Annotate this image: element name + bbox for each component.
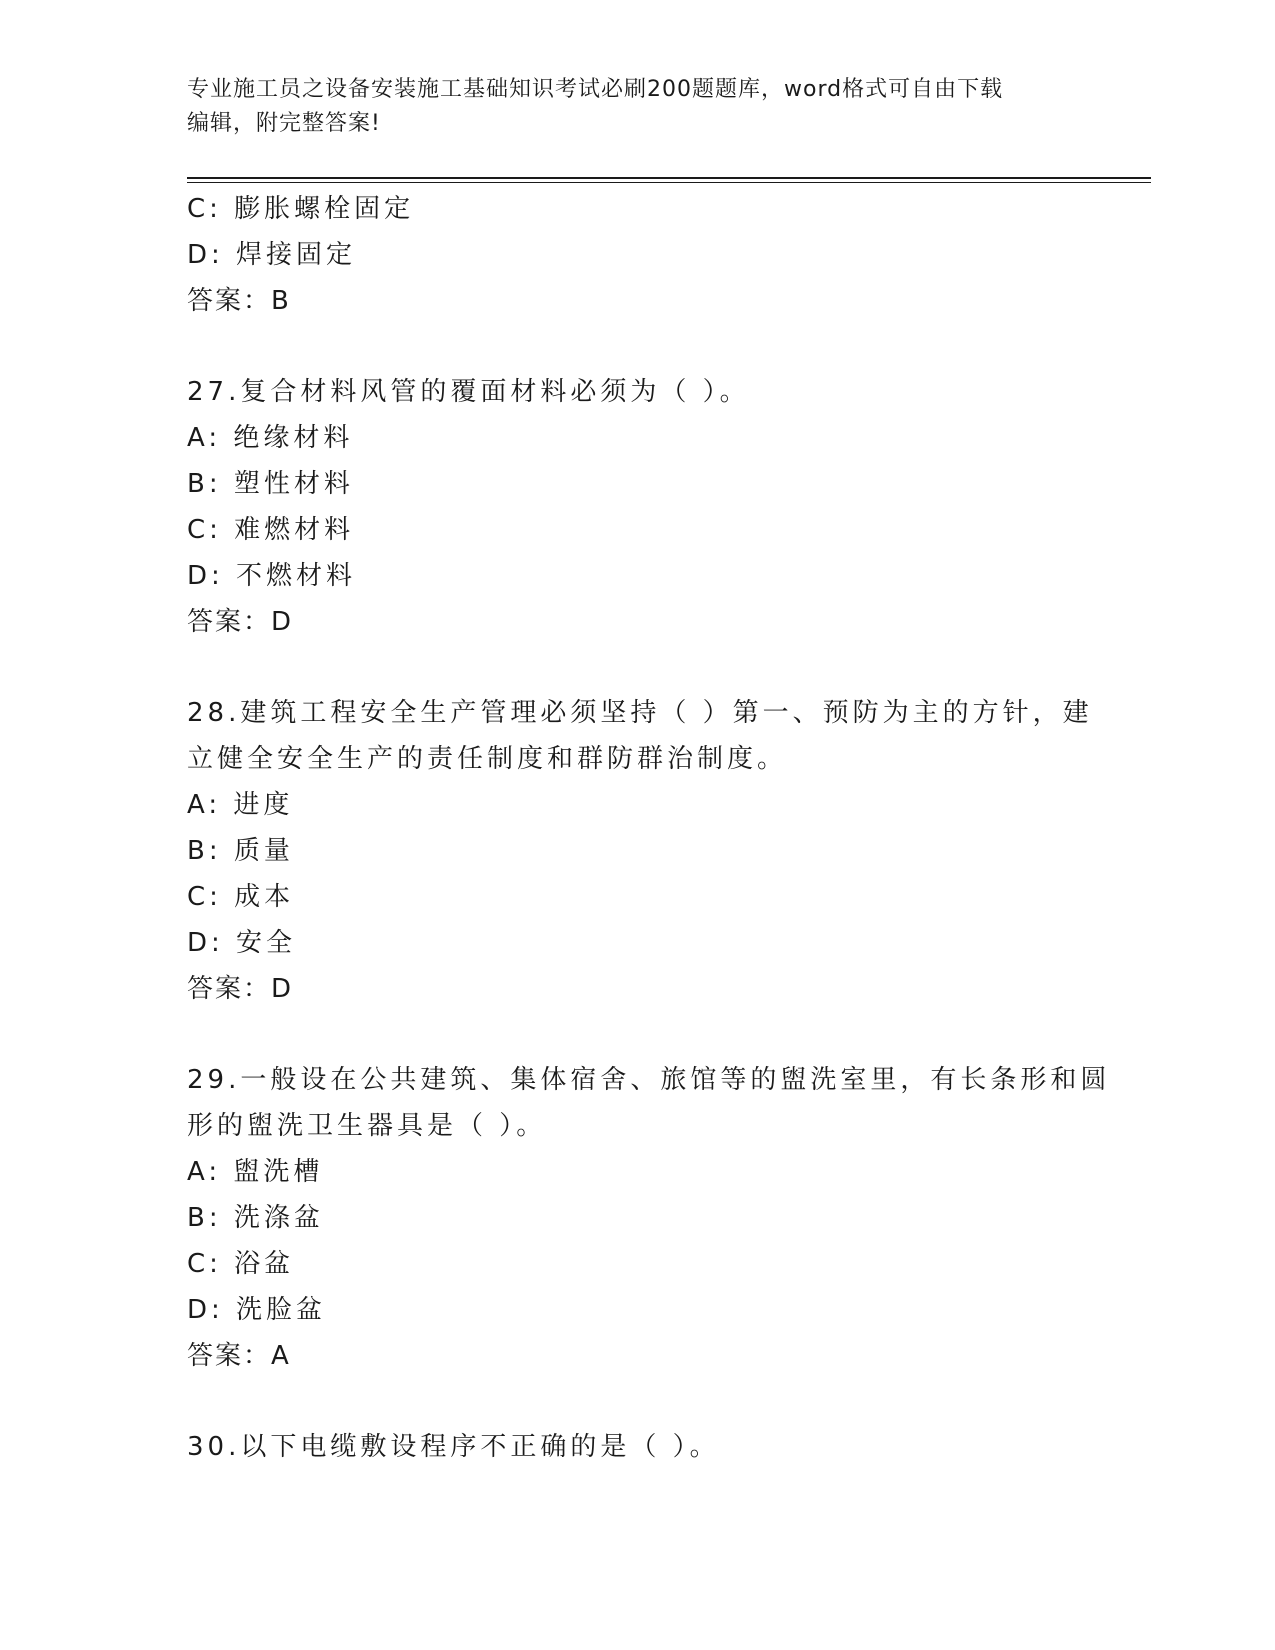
option-d: D: 不燃材料: [187, 561, 357, 591]
option-d: D: 安全: [187, 928, 297, 958]
question-text-line-2: 形的盥洗卫生器具是（ ）。: [187, 1111, 547, 1141]
option-b: B: 洗涤盆: [187, 1203, 324, 1233]
question-text: 27.复合材料风管的覆面材料必须为（ ）。: [187, 377, 750, 407]
option-a: A: 进度: [187, 790, 294, 820]
question-26-tail: [187, 186, 1087, 324]
option-d: D: 洗脸盆: [187, 1295, 327, 1325]
option-c: C: 成本: [187, 882, 295, 912]
option-b: B: 塑性材料: [187, 469, 354, 499]
header-divider: [187, 177, 1151, 179]
question-27: [187, 369, 1087, 645]
answer-text: 答案：B: [187, 286, 291, 316]
question-text-line-1: 28.建筑工程安全生产管理必须坚持（ ）第一、预防为主的方针，建: [187, 698, 1093, 728]
question-text-line-2: 立健全安全生产的责任制度和群防群治制度。: [187, 744, 788, 774]
question-30: [187, 1424, 1087, 1470]
option-b: B: 质量: [187, 836, 294, 866]
header-divider-thin: [187, 182, 1151, 183]
question-29: [187, 1057, 1111, 1379]
option-c: C: 浴盆: [187, 1249, 295, 1279]
header-line-2: 编辑，附完整答案!: [187, 111, 381, 136]
question-28: [187, 690, 1093, 1012]
answer-text: 答案：D: [187, 607, 294, 637]
answer-text: 答案：D: [187, 974, 294, 1004]
option-c: C: 难燃材料: [187, 515, 355, 545]
header-line-1: 专业施工员之设备安装施工基础知识考试必刷200题题库，word格式可自由下载: [187, 77, 1004, 102]
document-header: [187, 73, 1067, 141]
option-c: C: 膨胀螺栓固定: [187, 194, 415, 224]
option-d: D: 焊接固定: [187, 240, 357, 270]
question-text-line-1: 29.一般设在公共建筑、集体宿舍、旅馆等的盥洗室里，有长条形和圆: [187, 1065, 1111, 1095]
question-text: 30.以下电缆敷设程序不正确的是（ ）。: [187, 1432, 720, 1462]
answer-text: 答案：A: [187, 1341, 291, 1371]
option-a: A: 绝缘材料: [187, 423, 354, 453]
question-content: [187, 186, 1111, 1470]
option-a: A: 盥洗槽: [187, 1157, 324, 1187]
